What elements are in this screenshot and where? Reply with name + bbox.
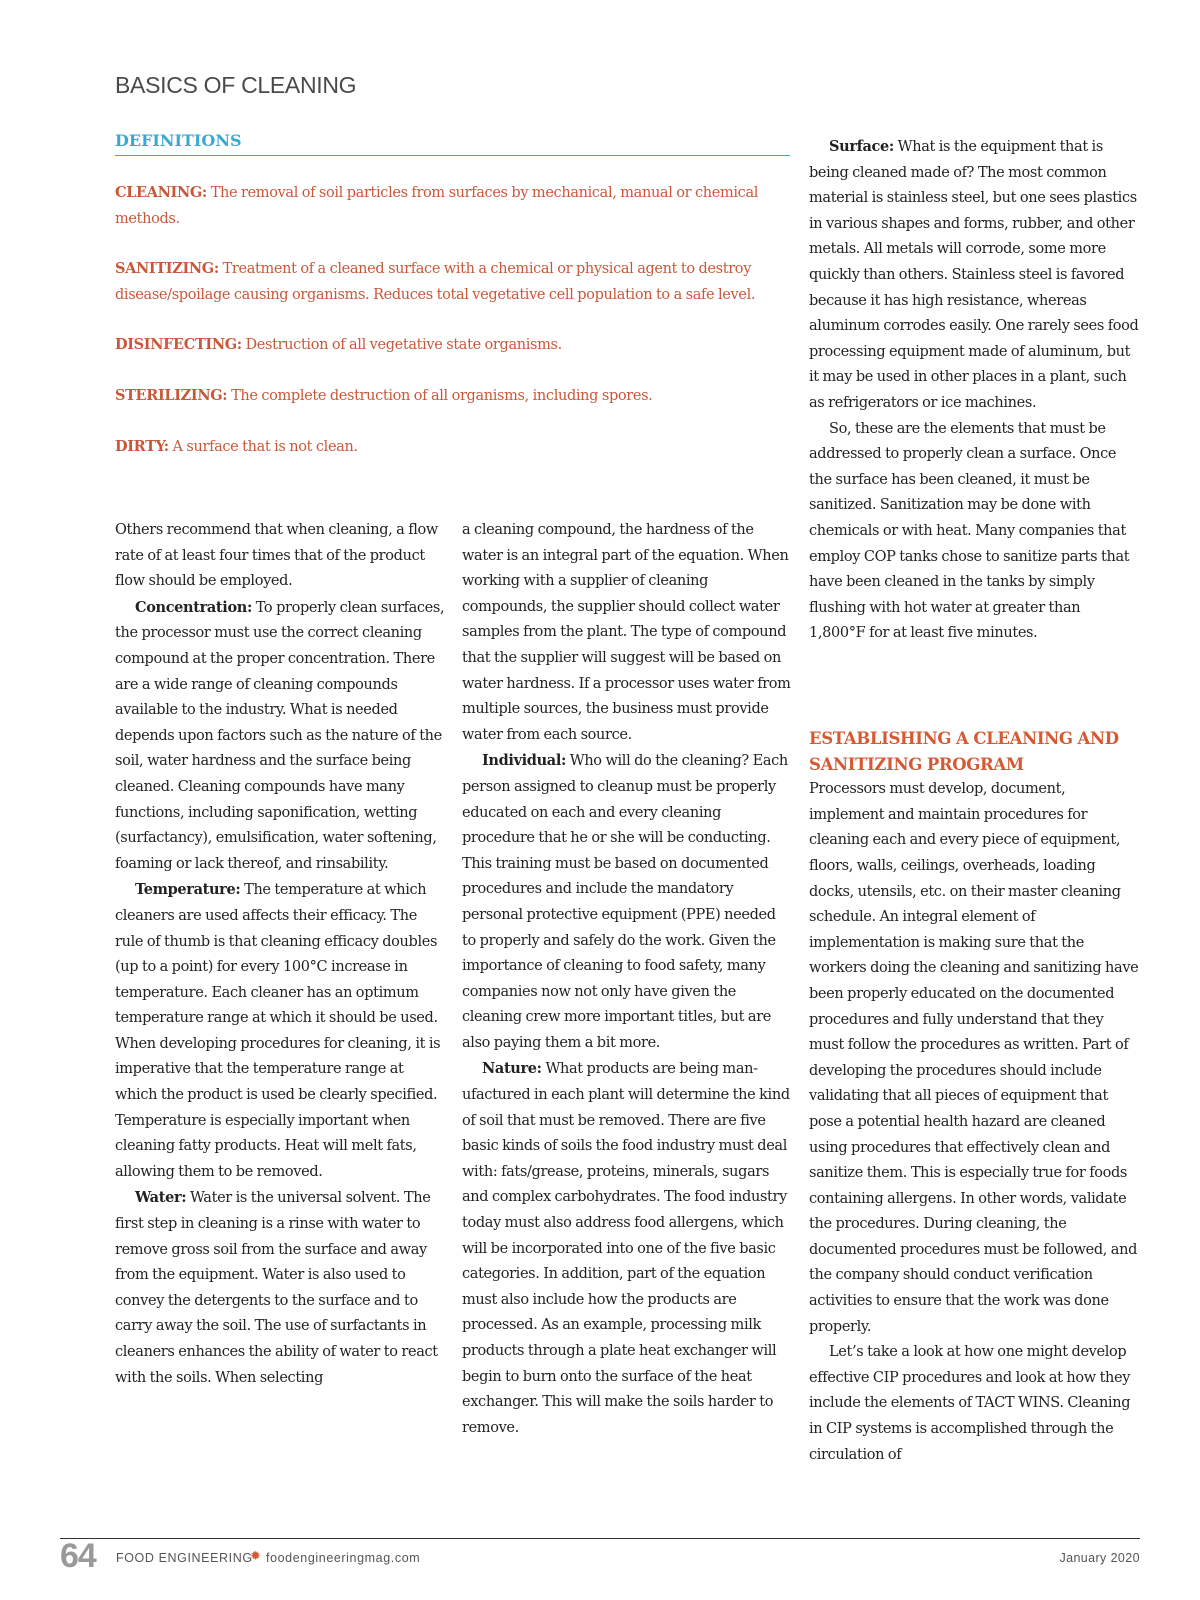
definition-item — [115, 332, 790, 359]
paragraph-text: What is the equipment that is being cleaned made of? The most common material is stainless steel, but one sees plastics in various shapes and forms, rubber, and other metals. All metals will corrode, some more quickly than others. Stainless steel is favored because it has high resistance, whereas aluminum corrodes easily. One rarely sees food processing equipment made of aluminum, but it may be used in other places in a plant, such as refrigerators or ice machines. — [809, 139, 1139, 411]
magazine-name: FOOD ENGINEERING — [116, 1551, 253, 1565]
article-column-2 — [462, 518, 792, 1441]
paragraph-lead: Concentration: — [135, 598, 252, 616]
definition-text: The removal of soil particles from surfaces by mechanical, manual or chemical methods. — [115, 185, 759, 227]
paragraph-text: The temperature at which cleaners are used affects their efficacy. The rule of thumb is that cleaning efficacy doubles (up to a point) for every 100°C increase in temperature. Each cleaner has an optimum temperature range at which it should be used. When developing procedures for cleaning, it is imperative that the temperature range at which the product is used be clearly specified. Temperature is especially important when cleaning fatty products. Heat will melt fats, allowing them to be removed. — [115, 882, 441, 1180]
definition-item — [115, 383, 790, 410]
definition-item — [115, 180, 790, 232]
definition-term: DIRTY: — [115, 437, 169, 455]
separator-icon: ✹ — [250, 1549, 261, 1564]
paragraph: Others recommend that when cleaning, a flow rate of at least four times that of the product flow should be employed. — [115, 522, 438, 590]
definition-item — [115, 434, 790, 461]
definition-text: The complete destruction of all organisms, including spores. — [231, 387, 653, 404]
paragraph — [462, 1056, 792, 1441]
paragraph — [809, 134, 1139, 417]
paragraph-text: To properly clean surfaces, the processor must use the correct cleaning compound at the proper concentration. There are a wide range of cleaning compounds available to the industry. What is needed depends upon factors such as the nature of the soil, water hardness and the surface being cleaned. Cleaning compounds have many functions, including saponification, wetting (surfactancy), emulsification, water softening, foaming or lack thereof, and rinsability. — [115, 599, 445, 872]
paragraph-lead: Surface: — [829, 138, 894, 155]
paragraph-lead: Individual: — [482, 752, 566, 770]
paragraph — [115, 1185, 445, 1391]
definition-term: SANITIZING: — [115, 260, 219, 278]
paragraph: So, these are the elements that must be addressed to properly clean a surface. Once the surface has been cleaned, it must be sanitized. Sanitization may be done with chemicals or with heat. Many companies that employ COP tanks chose to sanitize parts that have been cleaned in the tanks by simply flushing with hot water at greater than 1,800°F for at least five minutes. — [809, 420, 1130, 642]
paragraph — [115, 877, 445, 1185]
article-column-3-bottom — [809, 726, 1139, 1468]
paragraph-text: Water is the universal solvent. The first step in cleaning is a rinse with water to remove gross soil from the surface and away from the equipment. Water is also used to convey the detergents to the surface and to carry away the soil. The use of surfactants in cleaners enhances the ability of water to react with the soils. When selecting — [115, 1190, 438, 1386]
definition-term: CLEANING: — [115, 184, 207, 201]
paragraph: a cleaning compound, the hardness of the water is an integral part of the equation. When working with a supplier of cleaning compounds, the supplier should collect water samples from the plant. The type of compound that the supplier will suggest will be based on water hardness. If a processor uses water from multiple sources, the business must provide water from each source. — [462, 522, 791, 743]
paragraph: Let’s take a look at how one might develop effective CIP procedures and look at how they include the elements of TACT WINS. Cleaning in CIP systems is accomplished through the circulation of — [809, 1344, 1131, 1463]
definition-text: Destruction of all vegetative state organisms. — [245, 337, 562, 354]
issue-date: January 2020 — [1059, 1551, 1140, 1565]
paragraph-lead: Nature: — [482, 1060, 542, 1078]
paragraph-text: Who will do the cleaning? Each person assigned to cleanup must be properly educated on each and every cleaning procedure that he or she will be conducting. This training must be based on documented procedures and include the mandatory personal protective equipment (PPE) needed to properly and safely do the work. Given the importance of cleaning to food safety, many companies now not only have given the cleaning crew more important titles, but are also paying them a bit more. — [462, 753, 788, 1051]
article-column-3-top — [809, 134, 1139, 647]
definition-item — [115, 256, 790, 308]
definition-term: DISINFECTING: — [115, 336, 242, 354]
paragraph — [462, 748, 792, 1056]
definition-text: Treatment of a cleaned surface with a chemical or physical agent to destroy disease/spoilage causing organisms. Reduces total vegetative cell population to a safe level. — [115, 261, 756, 303]
magazine-url[interactable]: foodengineeringmag.com — [266, 1551, 421, 1565]
paragraph-lead: Temperature: — [135, 881, 241, 899]
definitions-box — [115, 128, 790, 460]
paragraph — [115, 595, 445, 878]
subsection-heading: ESTABLISHING A CLEANING AND SANITIZING PROGRAM — [809, 729, 1119, 774]
paragraph: Processors must develop, document, implement and maintain procedures for cleaning each and every piece of equipment, floors, walls, ceilings, overheads, loading docks, utensils, etc. on their master cleaning schedule. An integral element of implementation is making sure that the workers doing the cleaning and sanitizing have been properly educated on the documented procedures and fully understand that they must follow the procedures as written. Part of developing the procedures should include validating that all pieces of equipment that pose a potential health hazard are cleaned using procedures that effectively clean and sanitize them. This is especially true for foods containing allergens. In other words, validate the procedures. During cleaning, the documented procedures must be followed, and the company should conduct verification activities to ensure that the work was done properly. — [809, 781, 1139, 1335]
definitions-title: DEFINITIONS — [115, 128, 790, 156]
definition-term: STERILIZING: — [115, 386, 228, 404]
paragraph-text: What products are being manufactured in each plant will determine the kind of soil that must be removed. There are five basic kinds of soils the food industry must deal with: fats/grease, proteins, minerals, sugars and complex carbohydrates. The food industry today must also address food allergens, which will be incorporated into one of the five basic categories. In addition, part of the equation must also include how the products are processed. As an example, processing milk products through a plate heat exchanger will begin to burn onto the surface of the heat exchanger. This will make the soils harder to remove. — [462, 1061, 790, 1436]
definition-text: A surface that is not clean. — [172, 438, 358, 455]
paragraph-lead: Water: — [135, 1189, 187, 1207]
section-title: BASICS OF CLEANING — [115, 72, 357, 98]
page-number: 64 — [60, 1537, 96, 1575]
page-footer — [60, 1538, 1140, 1585]
article-column-1 — [115, 518, 445, 1391]
